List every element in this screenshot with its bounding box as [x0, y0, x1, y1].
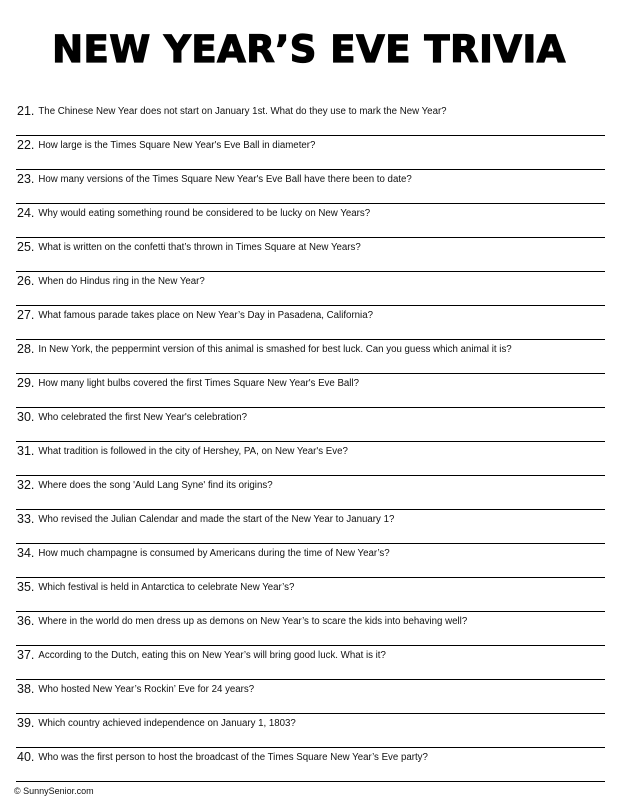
question-item [16, 442, 605, 476]
question-list [16, 102, 605, 782]
question-item [16, 238, 605, 272]
question-number: 37. [17, 648, 35, 662]
question-number: 40. [17, 750, 35, 764]
question-number: 24. [17, 206, 35, 220]
question-number: 32. [17, 478, 35, 492]
question-item [16, 748, 605, 782]
question-text: Who was the first person to host the broadcast of the Times Square New Year’s Eve party? [38, 752, 428, 763]
question-number: 29. [17, 376, 35, 390]
question-number: 34. [17, 546, 35, 560]
question-text: According to the Dutch, eating this on New Year’s will bring good luck. What is it? [38, 650, 386, 661]
question-text: Who celebrated the first New Year's celebration? [38, 412, 248, 423]
question-item [16, 476, 605, 510]
question-number: 36. [17, 614, 35, 628]
question-number: 31. [17, 444, 35, 458]
page-title: NEW YEAR’S EVE TRIVIA [52, 28, 566, 71]
question-text: When do Hindus ring in the New Year? [38, 276, 205, 287]
question-text: In New York, the peppermint version of this animal is smashed for best luck. Can you guess which animal it is? [38, 344, 512, 355]
question-text: Which festival is held in Antarctica to celebrate New Year’s? [38, 582, 295, 593]
question-item [16, 646, 605, 680]
question-number: 27. [17, 308, 35, 322]
question-number: 21. [17, 104, 35, 118]
question-text: Which country achieved independence on January 1, 1803? [38, 718, 296, 729]
question-text: How many light bulbs covered the first Times Square New Year's Eve Ball? [38, 378, 360, 389]
question-item [16, 102, 605, 136]
question-number: 38. [17, 682, 35, 696]
question-number: 25. [17, 240, 35, 254]
question-item [16, 136, 605, 170]
question-item [16, 170, 605, 204]
question-text: Where in the world do men dress up as demons on New Year’s to scare the kids into behaving well? [38, 616, 468, 627]
question-text: What tradition is followed in the city of Hershey, PA, on New Year's Eve? [38, 446, 348, 457]
question-item [16, 612, 605, 646]
question-item [16, 680, 605, 714]
question-item [16, 272, 605, 306]
question-text: What is written on the confetti that’s thrown in Times Square at New Years? [38, 242, 361, 253]
question-text: Who hosted New Year’s Rockin’ Eve for 24 years? [38, 684, 255, 695]
question-item [16, 510, 605, 544]
question-item [16, 374, 605, 408]
question-text: Where does the song 'Auld Lang Syne' find its origins? [38, 480, 273, 491]
question-text: What famous parade takes place on New Year’s Day in Pasadena, California? [38, 310, 373, 321]
question-number: 35. [17, 580, 35, 594]
question-text: Why would eating something round be considered to be lucky on New Years? [38, 208, 371, 219]
question-text: How much champagne is consumed by Americans during the time of New Year’s? [38, 548, 390, 559]
question-text: How large is the Times Square New Year's Eve Ball in diameter? [38, 140, 316, 151]
question-item [16, 578, 605, 612]
question-text: How many versions of the Times Square New Year's Eve Ball have there been to date? [38, 174, 412, 185]
question-number: 22. [17, 138, 35, 152]
question-number: 28. [17, 342, 35, 356]
question-item [16, 306, 605, 340]
question-number: 33. [17, 512, 35, 526]
question-item [16, 544, 605, 578]
question-number: 26. [17, 274, 35, 288]
question-item [16, 340, 605, 374]
copyright-footer: © SunnySenior.com [14, 786, 94, 796]
question-number: 39. [17, 716, 35, 730]
question-text: The Chinese New Year does not start on January 1st. What do they use to mark the New Year? [38, 106, 447, 117]
question-item [16, 204, 605, 238]
question-item [16, 408, 605, 442]
question-item [16, 714, 605, 748]
question-text: Who revised the Julian Calendar and made the start of the New Year to January 1? [38, 514, 395, 525]
question-number: 23. [17, 172, 35, 186]
question-number: 30. [17, 410, 35, 424]
